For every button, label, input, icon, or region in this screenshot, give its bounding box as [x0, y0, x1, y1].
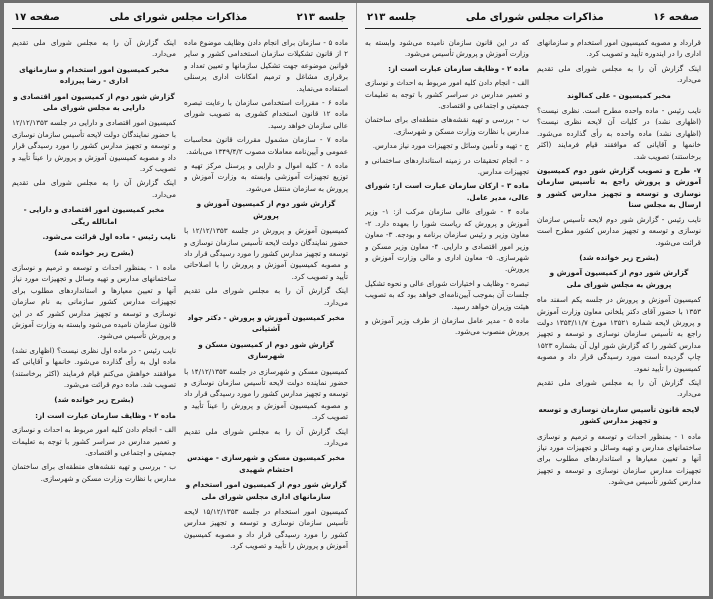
paragraph: که در این قانون سازمان نامیده می‌شود وابسته به وزارت آموزش و پرورش تأسیس می‌شود. [365, 38, 529, 59]
article-text: ج - تهیه و تأمین وسائل و تجهیزات مورد نیاز مدارس. [372, 141, 529, 151]
bill-title: لایحه قانون تأسیس سازمان نوسازی و توسعه و تجهیز مدارس کشور [538, 404, 700, 426]
paragraph: اینک گزارش آن را به مجلس شورای ملی تقدیم می‌دارد. [12, 38, 176, 59]
article-heading: ماده ۳ - ارکان سازمان عبارت است از: شورای عالی، مدیر عامل. [365, 181, 529, 202]
article-text: ماده ۴ - شورای عالی سازمان مرکب از: ۱- وزیر آموزش و پرورش که ریاست شورا را بعهده دارد. ۲- معاون وزیر و رئیس سازمان برنامه و بودجه. ۳- معاون وزیر امور اقتصادی و دارایی. ۴- معاون وزیر مسکن و شهرسازی. ۵- معاون اداری و مالی وزارت آموزش و پرورش. [365, 207, 529, 274]
text-columns [12, 37, 348, 590]
reading-note: (بشرح زیر خوانده شد) [54, 395, 134, 405]
speaker-line: نایب رئیس - گزارش شور دوم لایحه تأسیس سازمان نوسازی و توسعه و تجهیز مدارس کشور مطرح است قرائت می‌شود. [537, 214, 701, 247]
article-text: الف - انجام دادن کلیه امور مربوط به احداث و نوسازی و تعمیر مدارس در سراسر کشور با توجه به تعلیمات جمعیتی و اجتماعی و اقتصادی. [365, 78, 529, 111]
paragraph: ماده ۵ - سازمان برای انجام دادن وظایف موضوع ماده ۲ از قانون تشکیلات سازمان استخدامی کشور و سایر قوانین موضوعه جهت تشکیل سازمانها و تعیین تعداد و برقراری مشاغل و ترمیم امکانات اداری پرسنلی استفاده می‌نماید. [184, 38, 348, 93]
paragraph: کمیسیون امور استخدام در جلسه ۱۵/۱۲/۱۳۵۳ لایحه تأسیس سازمان نوسازی و توسعه و تجهیز مدارس کشور را مورد رسیدگی قرار داد و مصوبه کمیسیون آموزش و پرورش را تأیید و تصویب کرد. [184, 507, 348, 551]
paragraph: اینک گزارش آن را به مجلس شورای ملی تقدیم می‌دارد. [537, 63, 701, 85]
header-session: جلسه ۲۱۳ [296, 11, 346, 23]
speaker-line: نایب رئیس - ماده واحده مطرح است. نظری نیست؟ (اظهاری نشد) در کلیات آن لایحه نظری نیست؟ (اظهاری نشد) ماده واحده به رأی گذارده می‌شود. خانمها و آقایانی که موافقند قیام فرمایند (اکثر برخاستند) تصویب شد. [537, 106, 701, 161]
paragraph: کمیسیون آموزش و پرورش در جلسه ۱۲/۱۲/۱۳۵۳ با حضور نمایندگان دولت لایحه تأسیس سازمان نوسازی و توسعه و تجهیز مدارس کشور را مورد رسیدگی قرار داد و مصوبه کمیسیون آموزش و پرورش را با اصلاحاتی تأیید و تصویب کرد. [184, 226, 348, 281]
paragraph: اینک گزارش آن را به مجلس شورای ملی تقدیم می‌دارد. [12, 178, 176, 199]
paragraph: کمیسیون امور اقتصادی و دارایی در جلسه ۱۲/۱۲/۱۳۵۳ با حضور نمایندگان دولت لایحه تأسیس سازمان نوسازی و توسعه و تجهیز مدارس کشور را مورد رسیدگی قرار داد و مصوبه کمیسیون آموزش و پرورش را عیناً تأیید و تصویب کرد. [12, 118, 176, 174]
header-rule [12, 28, 348, 29]
section-heading: گزارش شور دوم از کمیسیون امور استخدام و سازمانهای اداری مجلس شورای ملی [185, 480, 347, 501]
signature-line: مخبر کمیسیون آموزش و پرورش - دکتر جواد آشتیانی [187, 312, 345, 334]
column-right [184, 37, 348, 590]
column-left [365, 37, 529, 590]
text-columns [365, 37, 701, 590]
column-right [537, 37, 701, 590]
article-text: د - انجام تحقیقات در زمینه استانداردهای ساختمانی و تجهیزات مدارس. [365, 155, 529, 177]
paragraph: ماده ۶ - مقررات استخدامی سازمان با رعایت تبصره ماده ۱۲ قانون استخدام کشوری به تصویب شورای عالی سازمان خواهد رسید. [184, 98, 348, 130]
paragraph: اینک گزارش آن را به مجلس شورای ملی تقدیم می‌دارد. [184, 426, 348, 447]
reading-note: (بشرح زیر خوانده شد) [54, 247, 134, 257]
page-header [4, 3, 356, 31]
header-page-number: صفحه ۱۷ [14, 11, 60, 23]
document-spread [4, 3, 709, 596]
signature-line: مخبر کمیسیون مسکن و شهرسازی - مهندس احتشام شهیدی [187, 453, 345, 474]
article-text: الف - انجام دادن کلیه امور مربوط به احداث و نوسازی و تعمیر مدارس در سراسر کشور با توجه به تعلیمات جمعیتی و اجتماعی و اقتصادی. [12, 425, 176, 457]
article-text: ماده ۵ - مدیر عامل سازمان از طرف وزیر آموزش و پرورش منصوب می‌شود. [365, 315, 529, 337]
page-header [357, 3, 709, 31]
paragraph: ماده ۸ - کلیه اموال و دارایی و پرسنل مرکز تهیه و توزیع تجهیزات آموزشی وابسته به وزارت آموزش و پرورش به سازمان منتقل می‌شود. [184, 161, 348, 193]
section-heading: گزارش شور دوم از کمیسیون آموزش و پرورش به مجلس شورای ملی [549, 268, 689, 289]
signature-line: مخبر کمیسیون امور اقتصادی و دارایی - امانالله ریگی [23, 205, 165, 226]
paragraph: اینک گزارش آن را به مجلس شورای ملی تقدیم می‌دارد. [537, 377, 701, 399]
section-heading: گزارش شور دوم از کمیسیون آموزش و پرورش [196, 199, 336, 220]
section-heading: گزارش شور دوم از کمیسیون مسکن و شهرسازی [198, 339, 334, 361]
article-heading: ماده ۲ - وظایف سازمان عبارت است از: [388, 63, 529, 73]
speaker-line: نایب رئیس - ماده اول قرائت می‌شود. [42, 232, 176, 242]
speaker-line: نایب رئیس - در ماده اول نظری نیست؟ (اظهاری نشد) ماده اول به رأی گذارده می‌شود. خانمها و آقایانی که موافقند خواهش می‌کنم قیام فرمایند (اکثر برخاستند) تصویب شد. ماده دوم قرائت می‌شود. [12, 345, 176, 389]
header-rule [365, 28, 701, 29]
page-16 [357, 3, 709, 596]
signature-line: مخبر کمیسیون امور استخدام و سازمانهای اداری - رضا پیرزاده [19, 64, 169, 86]
article-text: ب - بررسی و تهیه نقشه‌های منطقه‌ای برای ساختمان مدارس با نظارت وزارت مسکن و شهرسازی. [12, 462, 176, 483]
section-heading: گزارش شور دوم از کمیسیون امور اقتصادی و دارایی به مجلس شورای ملی [13, 91, 175, 113]
signature-line: مخبر کمیسیون - علی کمالوند [567, 90, 671, 100]
paragraph: قرارداد و مصوبه کمیسیون امور استخدام و سازمانهای اداری را در ایندوره تأیید و تصویب کرد. [537, 38, 701, 59]
header-session: جلسه ۲۱۳ [367, 11, 417, 23]
article-heading: ماده ۲ - وظایف سازمان عبارت است از: [35, 410, 176, 420]
paragraph: اینک گزارش آن را به مجلس شورای ملی تقدیم می‌دارد. [184, 286, 348, 307]
column-left [12, 37, 176, 590]
article-text: ب - بررسی و تهیه نقشه‌های منطقه‌ای برای ساختمان مدارس با نظارت وزارت مسکن و شهرسازی. [365, 115, 529, 136]
paragraph: کمیسیون مسکن و شهرسازی در جلسه ۱۴/۱۲/۱۳۵۳ با حضور نماینده دولت لایحه تأسیس سازمان نوسازی و توسعه و تجهیز مدارس کشور را مورد رسیدگی قرار داد و مصوبه کمیسیون آموزش و پرورش را عیناً تأیید و تصویب کرد. [184, 366, 348, 422]
paragraph: ماده ۷ - سازمان مشمول مقررات قانون محاسبات عمومی و آیین‌نامه معاملات مصوب ۱۳۴۹/۴/۲ می‌باشد. [184, 135, 348, 156]
article-text: ماده ۱ - بمنظور احداث و توسعه و ترمیم و نوسازی ساختمانهای مدارس و تهیه وسائل و تجهیزات مورد نیاز آنها و تعیین معیارها و استانداردهای مطلوب برای تجهیزات مدارس کشور سازمانی به نام سازمان نوسازی و توسعه و تجهیز مدارس کشور که در این قانون سازمان نامیده می‌شود وابسته به وزارت آموزش و پرورش تأسیس می‌شود. [12, 262, 176, 341]
paragraph: کمیسیون آموزش و پرورش در جلسه یکم اسفند ماه ۱۳۵۳ با حضور آقای دکتر یلخانی معاون وزارت آموزش و پرورش لایحه شماره ۱۳۵۲۱ مورخ ۱۳۵۳/۱۱/۷ دولت راجع به تأسیس سازمان نوسازی و توسعه و تجهیز مدارس کشور را که گزارش شور اول آن بشماره ۱۵۲۳ چاپ گردیده است مورد رسیدگی قرار داد و مصوبه کمیسیون را تأیید نمود. [537, 295, 701, 373]
article-text: ماده ۱ - بمنظور احداث و توسعه و ترمیم و نوسازی ساختمانهای مدارس و تهیه وسائل و تجهیزات مورد نیاز آنها و تعیین معیارها و استانداردهای مطلوب برای تجهیزات مدارس سازمان نوسازی و توسعه و تجهیز مدارس کشور تأسیس می‌شود. [537, 431, 701, 487]
reading-note: (بشرح زیر خوانده شد) [579, 252, 659, 262]
header-title: مذاکرات مجلس شورای ملی [465, 11, 604, 23]
article-text: تبصره - وظایف و اختیارات شورای عالی و نحوه تشکیل جلسات آن بموجب آیین‌نامه‌ای خواهد بود که به تصویب هیئت وزیران خواهد رسید. [365, 278, 529, 311]
header-title: مذاکرات مجلس شورای ملی [109, 11, 248, 23]
page-17 [4, 3, 357, 596]
header-page-number: صفحه ۱۶ [653, 11, 699, 23]
agenda-item-heading: ۷- طرح و تصویب گزارش شور دوم کمیسیون آموزش و پرورش راجع به تأسیس سازمان نوسازی و توسعه و تجهیز مدارس کشور و ارسال به مجلس سنا [537, 166, 701, 210]
